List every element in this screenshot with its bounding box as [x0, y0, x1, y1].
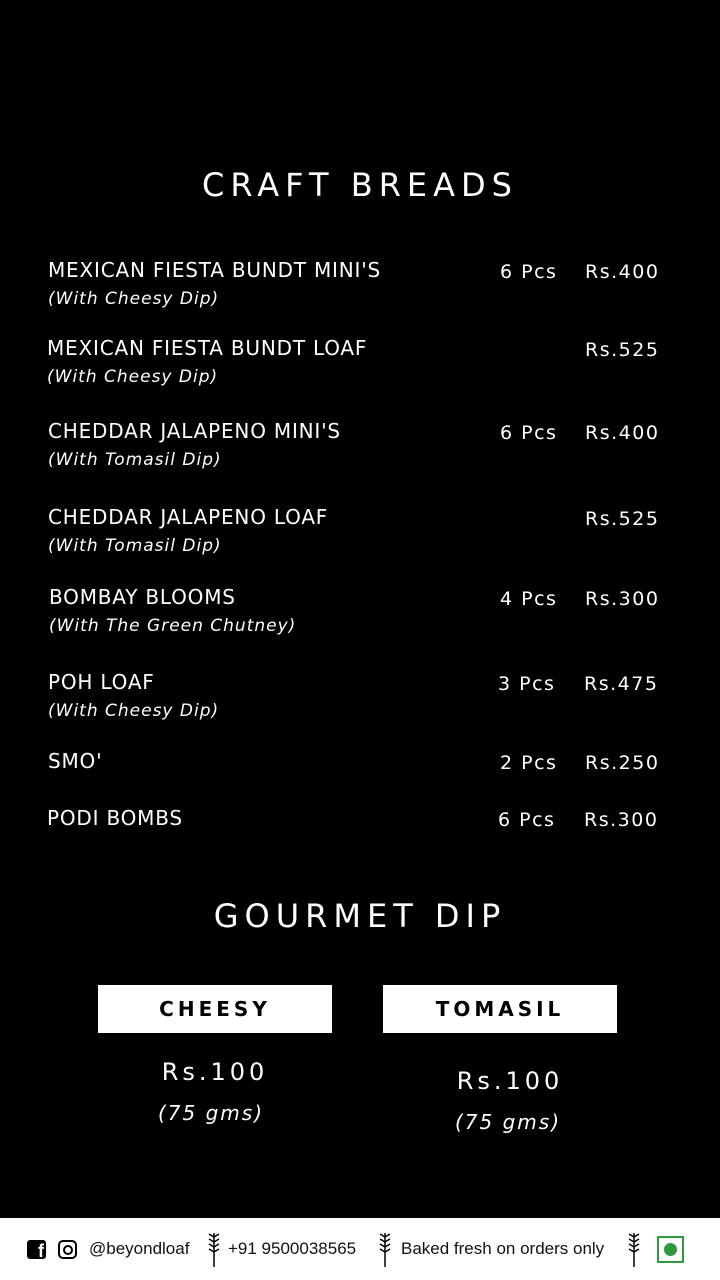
item-name: POH LOAF [48, 670, 155, 694]
dip-weight-tomasil: (75 gms) [454, 1110, 561, 1134]
item-quantity: 6 Pcs [500, 261, 558, 283]
item-name: CHEDDAR JALAPENO LOAF [48, 505, 329, 529]
baked-fresh-note: Baked fresh on orders only [401, 1239, 605, 1258]
item-dip-note: (With Tomasil Dip) [48, 536, 222, 556]
item-name: BOMBAY BLOOMS [49, 585, 236, 609]
item-quantity: 3 Pcs [498, 673, 556, 695]
menu-item [0, 806, 720, 866]
item-price: Rs.400 [585, 422, 660, 444]
menu-item [0, 505, 720, 565]
item-quantity: 2 Pcs [500, 752, 558, 774]
craft-breads-title: CRAFT BREADS [202, 166, 518, 204]
wheat-icon [626, 1229, 642, 1269]
dip-price-cheesy: Rs.100 [161, 1058, 269, 1086]
item-price: Rs.400 [585, 261, 660, 283]
item-price: Rs.250 [585, 752, 660, 774]
menu-item [0, 670, 720, 730]
footer-bar [0, 1218, 720, 1280]
item-price: Rs.300 [584, 809, 659, 831]
veg-mark-icon [657, 1236, 684, 1263]
item-price: Rs.300 [585, 588, 660, 610]
dip-weight-cheesy: (75 gms) [157, 1101, 264, 1125]
item-price: Rs.525 [585, 508, 660, 530]
item-price: Rs.475 [584, 673, 659, 695]
instagram-handle[interactable]: @beyondloaf [89, 1239, 190, 1258]
menu-item [0, 419, 720, 479]
item-name: CHEDDAR JALAPENO MINI'S [48, 419, 341, 443]
menu-item [0, 258, 720, 318]
menu-item [0, 585, 720, 645]
menu-item [0, 749, 720, 809]
menu-item [0, 336, 720, 396]
item-quantity: 4 Pcs [500, 588, 558, 610]
item-dip-note: (With Cheesy Dip) [48, 701, 220, 721]
item-dip-note: (With The Green Chutney) [49, 616, 297, 636]
item-price: Rs.525 [585, 339, 660, 361]
item-name: PODI BOMBS [47, 806, 183, 830]
item-quantity: 6 Pcs [500, 422, 558, 444]
gourmet-dip-title: GOURMET DIP [213, 897, 507, 935]
wheat-icon [377, 1229, 393, 1269]
dip-name-cheesy: CHEESY [98, 985, 332, 1033]
item-quantity: 6 Pcs [498, 809, 556, 831]
facebook-icon[interactable] [27, 1240, 46, 1259]
item-name: SMO' [48, 749, 103, 773]
phone-number[interactable]: +91 9500038565 [228, 1239, 357, 1258]
dip-name-tomasil: TOMASIL [383, 985, 617, 1033]
instagram-icon[interactable] [58, 1240, 77, 1259]
item-dip-note: (With Cheesy Dip) [47, 367, 219, 387]
dip-price-tomasil: Rs.100 [456, 1067, 564, 1095]
item-dip-note: (With Cheesy Dip) [48, 289, 220, 309]
item-dip-note: (With Tomasil Dip) [48, 450, 222, 470]
item-name: MEXICAN FIESTA BUNDT MINI'S [48, 258, 381, 282]
item-name: MEXICAN FIESTA BUNDT LOAF [47, 336, 368, 360]
wheat-icon [206, 1229, 222, 1269]
